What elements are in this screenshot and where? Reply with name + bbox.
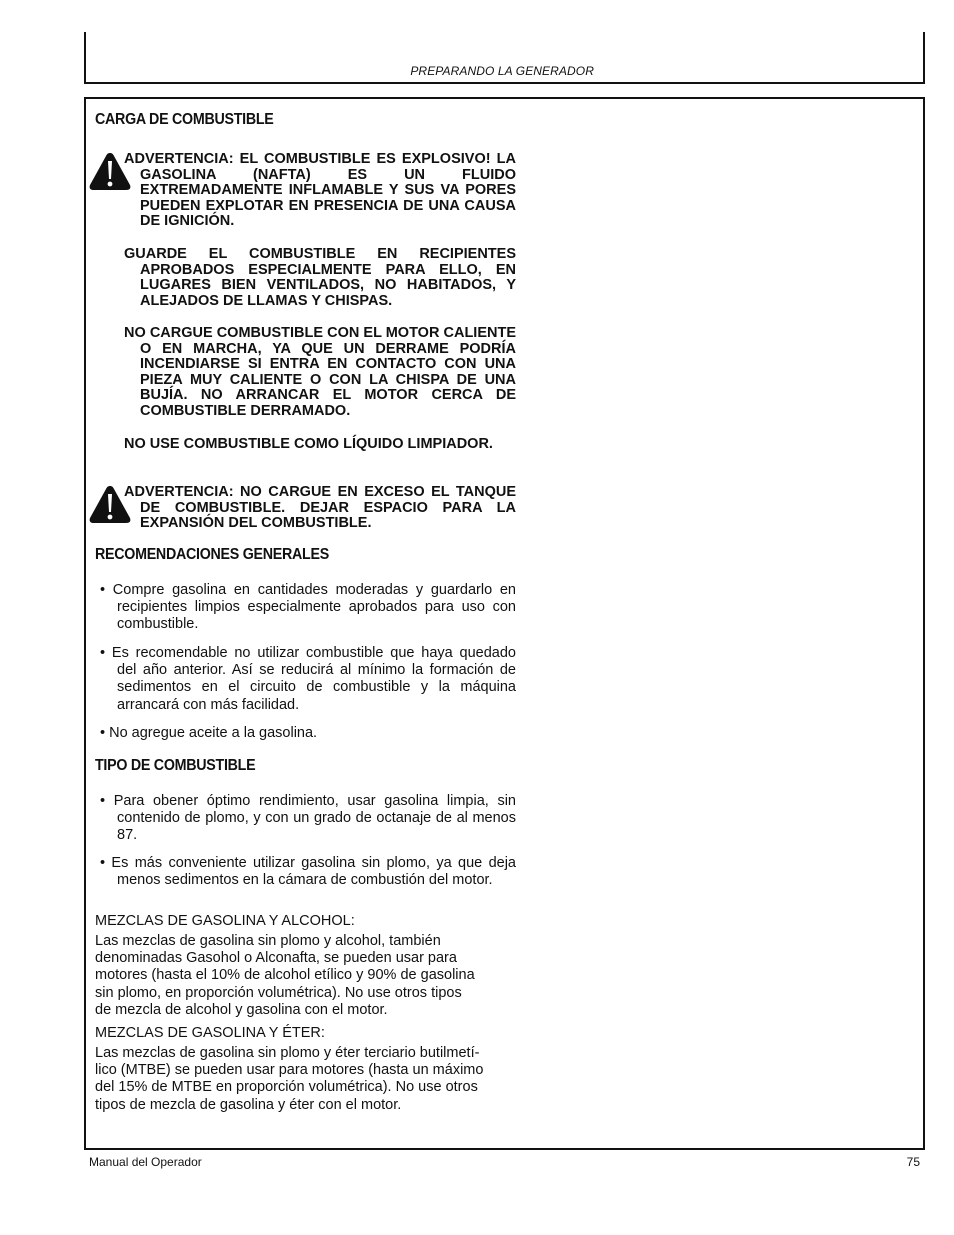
paragraph-line: Las mezclas de gasolina sin plomo y éter terciario butilmetí-	[95, 1045, 480, 1061]
warning-store-fuel: GUARDE EL COMBUSTIBLE EN RECIPIENTES APROBADOS ESPECIALMENTE PARA ELLO, EN LUGARES BIEN VENTILADOS, NO HABITADOS, Y ALEJADOS DE LLAMAS Y CHISPAS.	[124, 246, 516, 309]
paragraph-line: de mezcla de alcohol y gasolina con el motor.	[95, 1001, 388, 1018]
warning-explosive: ADVERTENCIA: EL COMBUSTIBLE ES EXPLOSIVO! LA GASOLINA (NAFTA) ES UN FLUIDO EXTREMADAMENTE INFLAMABLE Y SUS VA PORES PUEDEN EXPLOTAR EN PRESENCIA DE UNA CAUSA DE IGNICIÓN.	[124, 151, 516, 230]
content-right-rule	[923, 97, 925, 1150]
paragraph-line: denominadas Gasohol o Alconafta, se pueden usar para	[95, 950, 457, 967]
header-bottom-rule	[84, 82, 925, 84]
list-item: • No agregue aceite a la gasolina.	[100, 725, 318, 741]
warning-cleaning-liquid: NO USE COMBUSTIBLE COMO LÍQUIDO LIMPIADOR.	[124, 436, 493, 452]
content-left-rule	[84, 97, 86, 1150]
content-top-rule	[84, 97, 925, 99]
list-item: • Es más conveniente utilizar gasolina sin plomo, ya que deja menos sedimentos en la cámara de combustión del motor.	[100, 855, 516, 889]
alcohol-paragraph	[95, 933, 525, 1019]
eter-paragraph	[95, 1045, 525, 1114]
warning-hot-engine: NO CARGUE COMBUSTIBLE CON EL MOTOR CALIENTE O EN MARCHA, YA QUE UN DERRAME PODRÍA INCENDIARSE SI ENTRA EN CONTACTO CON UNA PIEZA MUY CALIENTE O CON LA CHISPA DE UNA BUJÍA. NO ARRANCAR EL MOTOR CERCA DE COMBUSTIBLE DERRAMADO.	[124, 325, 516, 419]
header-right-rule	[923, 32, 925, 82]
paragraph-line: sin plomo, en proporción volumétrica). No use otros tipos	[95, 984, 462, 1001]
paragraph-line: del 15% de MTBE en proporción volumétrica). No use otros	[95, 1079, 478, 1096]
header-left-rule	[84, 32, 86, 82]
content-bottom-rule	[84, 1148, 925, 1150]
section-heading-carga: CARGA DE COMBUSTIBLE	[95, 111, 274, 128]
alcohol-subheading: MEZCLAS DE GASOLINA Y ALCOHOL:	[95, 913, 355, 929]
eter-subheading: MEZCLAS DE GASOLINA Y ÉTER:	[95, 1025, 325, 1041]
section-heading-recomendaciones: RECOMENDACIONES GENERALES	[95, 546, 329, 563]
footer-manual-label: Manual del Operador	[89, 1155, 202, 1169]
paragraph-line: tipos de mezcla de gasolina y éter con el motor.	[95, 1096, 402, 1113]
page-number: 75	[906, 1155, 920, 1169]
running-header: PREPARANDO LA GENERADOR	[410, 64, 594, 78]
paragraph-line: lico (MTBE) se pueden usar para motores (hasta un máximo	[95, 1062, 484, 1079]
warning-overfill: ADVERTENCIA: NO CARGUE EN EXCESO EL TANQUE DE COMBUSTIBLE. DEJAR ESPACIO PARA LA EXPANSIÓN DEL COMBUSTIBLE.	[124, 484, 516, 532]
section-heading-tipo: TIPO DE COMBUSTIBLE	[95, 757, 256, 774]
paragraph-line: motores (hasta el 10% de alcohol etílico y 90% de gasolina	[95, 967, 475, 984]
list-item: • Es recomendable no utilizar combustible que haya quedado del año anterior. Así se reducirá al mínimo la formación de sedimentos en el circuito de combustible y la máquina arrancará con más facilidad.	[100, 645, 516, 713]
list-item: • Para obener óptimo rendimiento, usar gasolina limpia, sin contenido de plomo, y con un grado de octanaje de al menos 87.	[100, 793, 516, 844]
list-item: • Compre gasolina en cantidades moderadas y guardarlo en recipientes limpios especialmente aprobados para uso con combustible.	[100, 582, 516, 633]
paragraph-line: Las mezclas de gasolina sin plomo y alcohol, también	[95, 933, 441, 949]
